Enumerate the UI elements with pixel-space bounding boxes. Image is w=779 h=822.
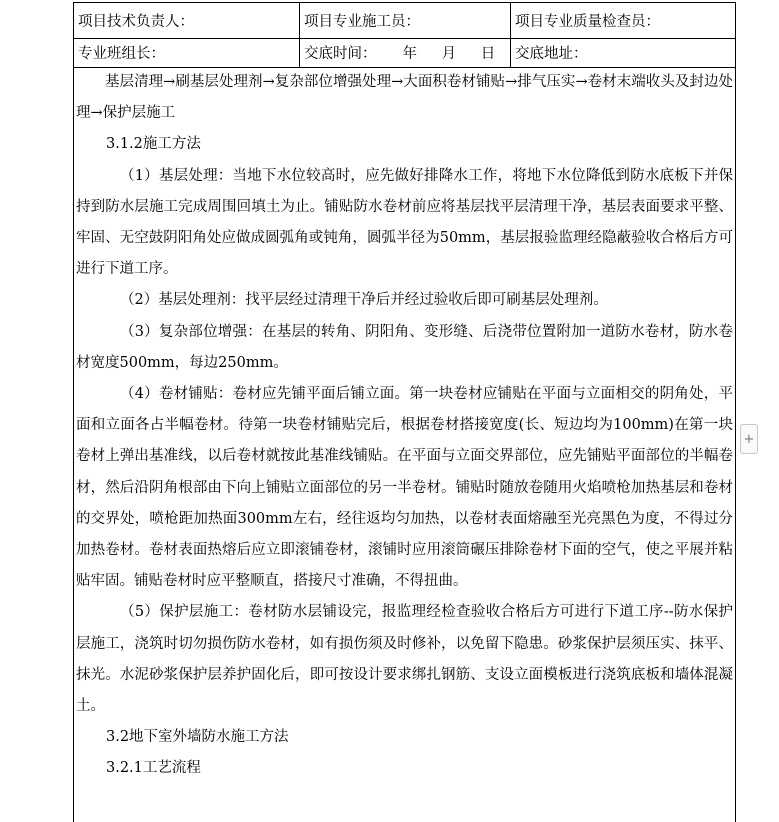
item-1-paragraph: （1）基层处理：当地下水位较高时，应先做好排降水工作，将地下水位降低到防水底板下并保持到防水层施工完成周围回填土为止。铺贴防水卷材前应将基层找平层清理干净，基层表面要求平整、牢固、无空鼓阴阳角处应做成圆弧角或钝角，圆弧半径为50mm，基层报验监理经隐蔽验收合格后方可进行下道工序。 (76, 167, 733, 278)
team-leader-cell (74, 38, 299, 67)
qc-inspector-cell (510, 3, 735, 38)
date-fields (403, 42, 515, 63)
day-label: 日 (480, 46, 497, 62)
item-2-paragraph: （2）基层处理剂：找平层经过清理干净后并经过验收后即可刷基层处理剂。 (120, 292, 608, 309)
tech-lead-label: 项目技术负责人： (78, 14, 194, 30)
section-3-2-1-heading: 3.2.1工艺流程 (106, 760, 201, 777)
item-5-paragraph: （5）保护层施工：卷材防水层铺设完，报监理经检查验收合格后方可进行下道工序--防水保护层施工，浇筑时切勿损伤防水卷材，如有损伤须及时修补，以免留下隐患。砂浆保护层须压实、抹平、抹光。水泥砂浆保护层养护固化后，即可按设计要求绑扎钢筋、支设立面模板进行浇筑底板和墙体混凝土。 (76, 604, 733, 715)
item-4-paragraph: （4）卷材铺贴：卷材应先铺平面后铺立面。第一块卷材应铺贴在平面与立面相交的阴角处，平面和立面各占半幅卷材。待第一块卷材铺贴完后，根据卷材搭接宽度(长、短边均为100mm)在第一块卷材上弹出基准线，以后卷材就按此基准线铺贴。在平面与立面交界部位，应先铺贴平面部位的半幅卷材，然后沿阴角根部由下向上铺贴立面部位的另一半卷材。铺贴时随放卷随用火焰喷枪加热基层和卷材的交界处，喷枪距加热面300mm左右，经往返均匀加热，以卷材表面熔融至光亮黑色为度，不得过分加热卷材。卷材表面热熔后应立即滚铺卷材，滚铺时应用滚筒碾压排除卷材下面的空气，使之平展并粘贴牢固。铺贴卷材时应平整顺直，搭接尺寸准确，不得扭曲。 (76, 386, 733, 590)
handover-place-cell (510, 38, 735, 67)
team-leader-label: 专业班组长： (78, 46, 165, 62)
constructor-label: 项目专业施工员： (304, 14, 420, 30)
tech-lead-cell (74, 3, 299, 38)
month-label: 月 (441, 46, 458, 62)
qc-inspector-label: 项目专业质量检查员： (515, 14, 660, 30)
handover-time-label: 交底时间： (304, 46, 377, 62)
handover-place-label: 交底地址： (515, 46, 588, 62)
process-flow-paragraph: 基层清理→刷基层处理剂→复杂部位增强处理→大面积卷材铺贴→排气压实→卷材末端收头及封边处理→保护层施工 (76, 74, 733, 122)
constructor-cell (299, 3, 510, 38)
handover-document (73, 2, 736, 822)
document-body (74, 67, 735, 785)
section-3-1-2-heading: 3.1.2施工方法 (106, 136, 201, 153)
header-row-1 (74, 3, 735, 39)
plus-icon: + (743, 431, 755, 447)
year-label: 年 (402, 46, 418, 62)
add-tab-button[interactable] (740, 424, 758, 454)
item-3-paragraph: （3）复杂部位增强：在基层的转角、阴阳角、变形缝、后浇带位置附加一道防水卷材，防水卷材宽度500mm，每边250mm。 (76, 323, 733, 371)
section-3-2-heading: 3.2地下室外墙防水施工方法 (106, 729, 289, 746)
header-row-2 (74, 38, 735, 68)
handover-time-cell (299, 38, 510, 67)
